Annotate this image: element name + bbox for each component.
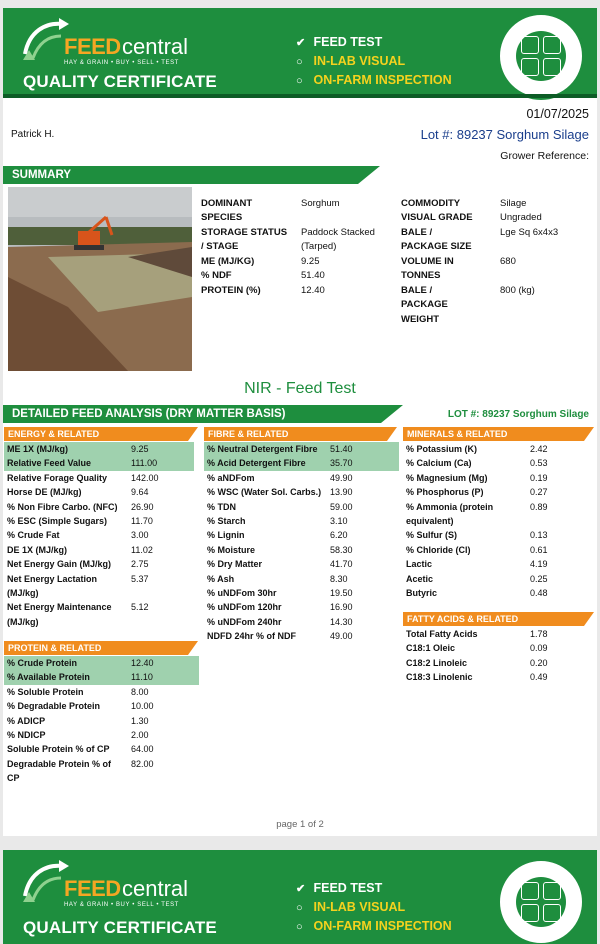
summary-key: ME (MJ/KG) [201, 256, 255, 267]
minerals-row [403, 442, 593, 456]
protein-value: 2.00 [131, 730, 149, 740]
minerals-value: 2.42 [530, 444, 548, 454]
minerals-row [403, 485, 593, 499]
check-label: FEED TEST [313, 881, 383, 895]
fibre-value: 6.20 [330, 530, 348, 541]
feedcentral-logo [19, 14, 209, 72]
checkmark-icon: ✔ [296, 37, 306, 49]
fibre-value: 41.70 [330, 559, 353, 570]
energy-value: 11.70 [131, 516, 153, 526]
protein-label: Soluble Protein % of CP [7, 744, 110, 755]
feedcentral-logo [19, 856, 209, 914]
fibre-row [204, 471, 399, 485]
fibre-label: % Neutral Detergent Fibre [207, 444, 318, 454]
minerals-row [403, 543, 593, 557]
fibre-row [204, 514, 399, 528]
fatty-row [403, 670, 593, 684]
quality-assurance-seal-icon [497, 12, 585, 100]
logo-tagline: HAY & GRAIN • BUY • SELL • TEST [64, 902, 179, 908]
protein-value: 11.10 [131, 672, 153, 683]
protein-label: Degradable Protein % of CP [7, 758, 112, 784]
check-feed-test [296, 881, 382, 895]
fibre-value: 13.90 [330, 487, 353, 498]
fatty-value: 1.78 [530, 629, 548, 639]
page-number: page 1 of 2 [276, 819, 324, 830]
protein-label: % Crude Protein [7, 658, 78, 668]
fibre-row [204, 528, 399, 542]
fatty-row [403, 627, 593, 641]
protein-row [4, 728, 199, 742]
minerals-row [403, 557, 593, 571]
energy-value: 3.00 [131, 530, 149, 541]
empty-circle-icon: ○ [296, 902, 303, 914]
minerals-row [403, 586, 593, 600]
protein-value: 82.00 [131, 758, 154, 769]
summary-value: 12.40 [301, 285, 325, 296]
energy-row [4, 572, 194, 601]
fibre-label: % WSC (Water Sol. Carbs.) [207, 487, 322, 498]
fibre-label: % Acid Detergent Fibre [207, 458, 306, 469]
fibre-row [204, 615, 399, 629]
fibre-row [204, 456, 399, 470]
fibre-label: % uNDFom 30hr [207, 588, 277, 598]
empty-circle-icon: ○ [296, 56, 303, 68]
protein-row [4, 685, 199, 699]
fibre-label: % aNDFom [207, 472, 255, 483]
energy-label: Relative Feed Value [7, 458, 92, 469]
minerals-section-heading: MINERALS & RELATED [403, 427, 584, 441]
summary-value: Sorghum [301, 198, 340, 209]
certificate-date: 01/07/2025 [526, 107, 589, 121]
summary-value: 800 (kg) [500, 285, 535, 296]
energy-label: Net Energy Gain (MJ/kg) [7, 559, 112, 570]
empty-circle-icon: ○ [296, 75, 303, 87]
energy-value: 111.00 [131, 458, 158, 469]
energy-value: 5.37 [131, 573, 149, 584]
energy-row [4, 456, 194, 470]
fatty-value: 0.49 [530, 672, 548, 683]
energy-value: 142.00 [131, 472, 159, 483]
energy-row [4, 543, 194, 557]
protein-row [4, 714, 199, 728]
fibre-value: 3.10 [330, 516, 348, 526]
certificate-header [3, 850, 597, 944]
summary-key: COMMODITY [401, 198, 461, 209]
minerals-value: 0.25 [530, 573, 548, 584]
analysis-lot-number: LOT #: 89237 Sorghum Silage [447, 409, 589, 420]
protein-row [4, 742, 199, 756]
energy-row [4, 557, 194, 571]
lot-number: Lot #: 89237 Sorghum Silage [420, 127, 589, 142]
fatty-label: C18:2 Linoleic [406, 657, 468, 668]
minerals-value: 0.13 [530, 530, 548, 541]
summary-value: 9.25 [301, 256, 320, 267]
fatty-row [403, 641, 593, 655]
energy-value: 9.25 [131, 444, 149, 454]
logo-feed-text: FEED [64, 876, 121, 901]
minerals-value: 0.48 [530, 588, 548, 598]
summary-value: Ungraded [500, 212, 542, 223]
nir-title: NIR - Feed Test [244, 380, 356, 397]
fibre-label: % TDN [207, 501, 236, 512]
minerals-value: 4.19 [530, 559, 548, 570]
protein-row [4, 757, 199, 786]
fibre-section-heading: FIBRE & RELATED [204, 427, 387, 441]
fibre-value: 8.30 [330, 573, 348, 584]
energy-value: 26.90 [131, 501, 154, 512]
minerals-value: 0.53 [530, 458, 548, 469]
minerals-value: 0.19 [530, 472, 548, 483]
fibre-row [204, 500, 399, 514]
minerals-label: % Chloride (Cl) [406, 544, 471, 555]
protein-value: 1.30 [131, 715, 149, 726]
check-label: ON-FARM INSPECTION [313, 919, 452, 933]
energy-value: 5.12 [131, 602, 149, 613]
fibre-row [204, 572, 399, 586]
protein-label: % Soluble Protein [7, 686, 84, 697]
fatty-acids-section-heading: FATTY ACIDS & RELATED [403, 612, 584, 626]
energy-label: DE 1X (MJ/kg) [7, 544, 68, 555]
fibre-label: % Lignin [207, 530, 245, 541]
energy-label: % Crude Fat [7, 530, 60, 541]
fibre-value: 49.90 [330, 472, 353, 483]
minerals-label: Acetic [406, 573, 434, 584]
energy-row [4, 485, 194, 499]
fibre-label: % Starch [207, 516, 246, 526]
minerals-row [403, 572, 593, 586]
certificate-title: QUALITY CERTIFICATE [23, 918, 217, 937]
fibre-row [204, 442, 399, 456]
minerals-label: Lactic [406, 559, 433, 570]
energy-label: % Non Fibre Carbo. (NFC) [7, 501, 118, 512]
checkmark-icon: ✔ [296, 883, 306, 895]
fatty-label: C18:3 Linolenic [406, 672, 473, 683]
fibre-row [204, 543, 399, 557]
check-in-lab-visual [296, 900, 405, 914]
fatty-value: 0.20 [530, 657, 548, 668]
summary-key: BALE / PACKAGE WEIGHT [401, 285, 448, 325]
protein-value: 8.00 [131, 686, 149, 697]
minerals-label: % Phosphorus (P) [406, 487, 484, 498]
check-in-lab-visual [296, 54, 405, 68]
fibre-label: NDFD 24hr % of NDF [207, 631, 297, 642]
protein-label: % Available Protein [7, 672, 90, 683]
fibre-row [204, 600, 399, 614]
logo-tagline: HAY & GRAIN • BUY • SELL • TEST [64, 60, 179, 66]
summary-value: 680 [500, 256, 516, 267]
summary-key: VOLUME IN TONNES [401, 256, 454, 282]
minerals-value: 0.89 [530, 501, 548, 512]
certificate-header [3, 8, 597, 98]
fibre-label: % uNDFom 240hr [207, 616, 282, 627]
fibre-row [204, 557, 399, 571]
fibre-value: 14.30 [330, 616, 353, 627]
empty-circle-icon: ○ [296, 921, 303, 933]
logo-central-text: central [122, 876, 189, 901]
energy-value: 11.02 [131, 544, 153, 555]
protein-label: % Degradable Protein [7, 701, 101, 712]
check-on-farm-inspection [296, 73, 452, 87]
silage-photo [8, 187, 192, 371]
check-label: FEED TEST [313, 35, 383, 49]
detailed-analysis-heading: DETAILED FEED ANALYSIS (DRY MATTER BASIS) [3, 405, 381, 423]
minerals-label: % Potassium (K) [406, 444, 478, 454]
minerals-value: 0.27 [530, 487, 548, 498]
minerals-label: Butyric [406, 588, 438, 598]
energy-row [4, 442, 194, 456]
energy-row [4, 471, 194, 485]
minerals-row [403, 500, 593, 529]
quality-assurance-seal-icon [497, 858, 585, 944]
fibre-row [204, 586, 399, 600]
summary-key: VISUAL GRADE [401, 212, 473, 223]
fibre-value: 16.90 [330, 602, 353, 613]
energy-label: Horse DE (MJ/kg) [7, 487, 82, 498]
fibre-value: 19.50 [330, 588, 353, 598]
fatty-label: Total Fatty Acids [406, 629, 478, 639]
check-label: ON-FARM INSPECTION [313, 73, 452, 87]
check-feed-test [296, 35, 382, 49]
fibre-value: 49.00 [330, 631, 353, 642]
protein-row [4, 670, 199, 684]
energy-label: % ESC (Simple Sugars) [7, 516, 108, 526]
fibre-label: % Dry Matter [207, 559, 263, 570]
fibre-value: 51.40 [330, 444, 353, 454]
check-label: IN-LAB VISUAL [313, 54, 406, 68]
energy-label: ME 1X (MJ/kg) [7, 444, 69, 454]
energy-label: Net Energy Lactation (MJ/kg) [7, 573, 98, 598]
logo-central-text: central [122, 34, 189, 59]
energy-row [4, 500, 194, 514]
grower-name: Patrick H. [11, 129, 55, 140]
minerals-label: % Magnesium (Mg) [406, 472, 488, 483]
summary-value: Silage [500, 198, 527, 209]
fibre-label: % Ash [207, 573, 235, 584]
fibre-value: 59.00 [330, 501, 353, 512]
energy-section-heading: ENERGY & RELATED [4, 427, 188, 441]
energy-label: Relative Forage Quality [7, 472, 108, 483]
energy-value: 2.75 [131, 559, 149, 570]
minerals-row [403, 456, 593, 470]
protein-value: 64.00 [131, 744, 154, 755]
summary-key: STORAGE STATUS / STAGE [201, 227, 288, 253]
check-on-farm-inspection [296, 919, 452, 933]
summary-value: 51.40 [301, 270, 325, 281]
fatty-row [403, 656, 593, 670]
protein-row [4, 656, 199, 670]
summary-value: Lge Sq 6x4x3 [500, 227, 559, 238]
fibre-value: 35.70 [330, 458, 353, 469]
energy-label: Net Energy Maintenance (MJ/kg) [7, 602, 112, 627]
summary-key: % NDF [201, 270, 232, 281]
energy-row [4, 528, 194, 542]
check-label: IN-LAB VISUAL [313, 900, 406, 914]
minerals-row [403, 528, 593, 542]
protein-value: 10.00 [131, 701, 154, 712]
summary-key: BALE / PACKAGE SIZE [401, 227, 472, 253]
minerals-row [403, 471, 593, 485]
fibre-value: 58.30 [330, 544, 353, 555]
protein-value: 12.40 [131, 658, 154, 668]
fibre-row [204, 485, 399, 499]
minerals-label: % Ammonia (protein equivalent) [406, 501, 494, 526]
energy-value: 9.64 [131, 487, 149, 498]
fibre-label: % uNDFom 120hr [207, 602, 282, 613]
protein-row [4, 699, 199, 713]
summary-value: Paddock Stacked (Tarped) [301, 227, 375, 253]
fatty-label: C18:1 Oleic [406, 643, 456, 654]
certificate-page-2 [3, 850, 597, 944]
fibre-label: % Moisture [207, 544, 256, 555]
energy-row [4, 600, 194, 629]
minerals-label: % Calcium (Ca) [406, 458, 472, 469]
excavator-silage-pit-photo [8, 187, 192, 371]
protein-label: % ADICP [7, 715, 46, 726]
minerals-value: 0.61 [530, 544, 548, 555]
summary-key: PROTEIN (%) [201, 285, 261, 296]
grower-reference: Grower Reference: [500, 150, 589, 162]
energy-row [4, 514, 194, 528]
protein-section-heading: PROTEIN & RELATED [4, 641, 188, 655]
minerals-label: % Sulfur (S) [406, 530, 457, 541]
summary-key: DOMINANT SPECIES [201, 198, 253, 224]
certificate-title: QUALITY CERTIFICATE [23, 72, 217, 91]
fibre-row [204, 629, 399, 643]
fatty-value: 0.09 [530, 643, 548, 654]
certificate-page-1 [3, 8, 597, 836]
logo-feed-text: FEED [64, 34, 121, 59]
summary-heading: SUMMARY [3, 166, 358, 184]
protein-label: % NDICP [7, 730, 46, 740]
